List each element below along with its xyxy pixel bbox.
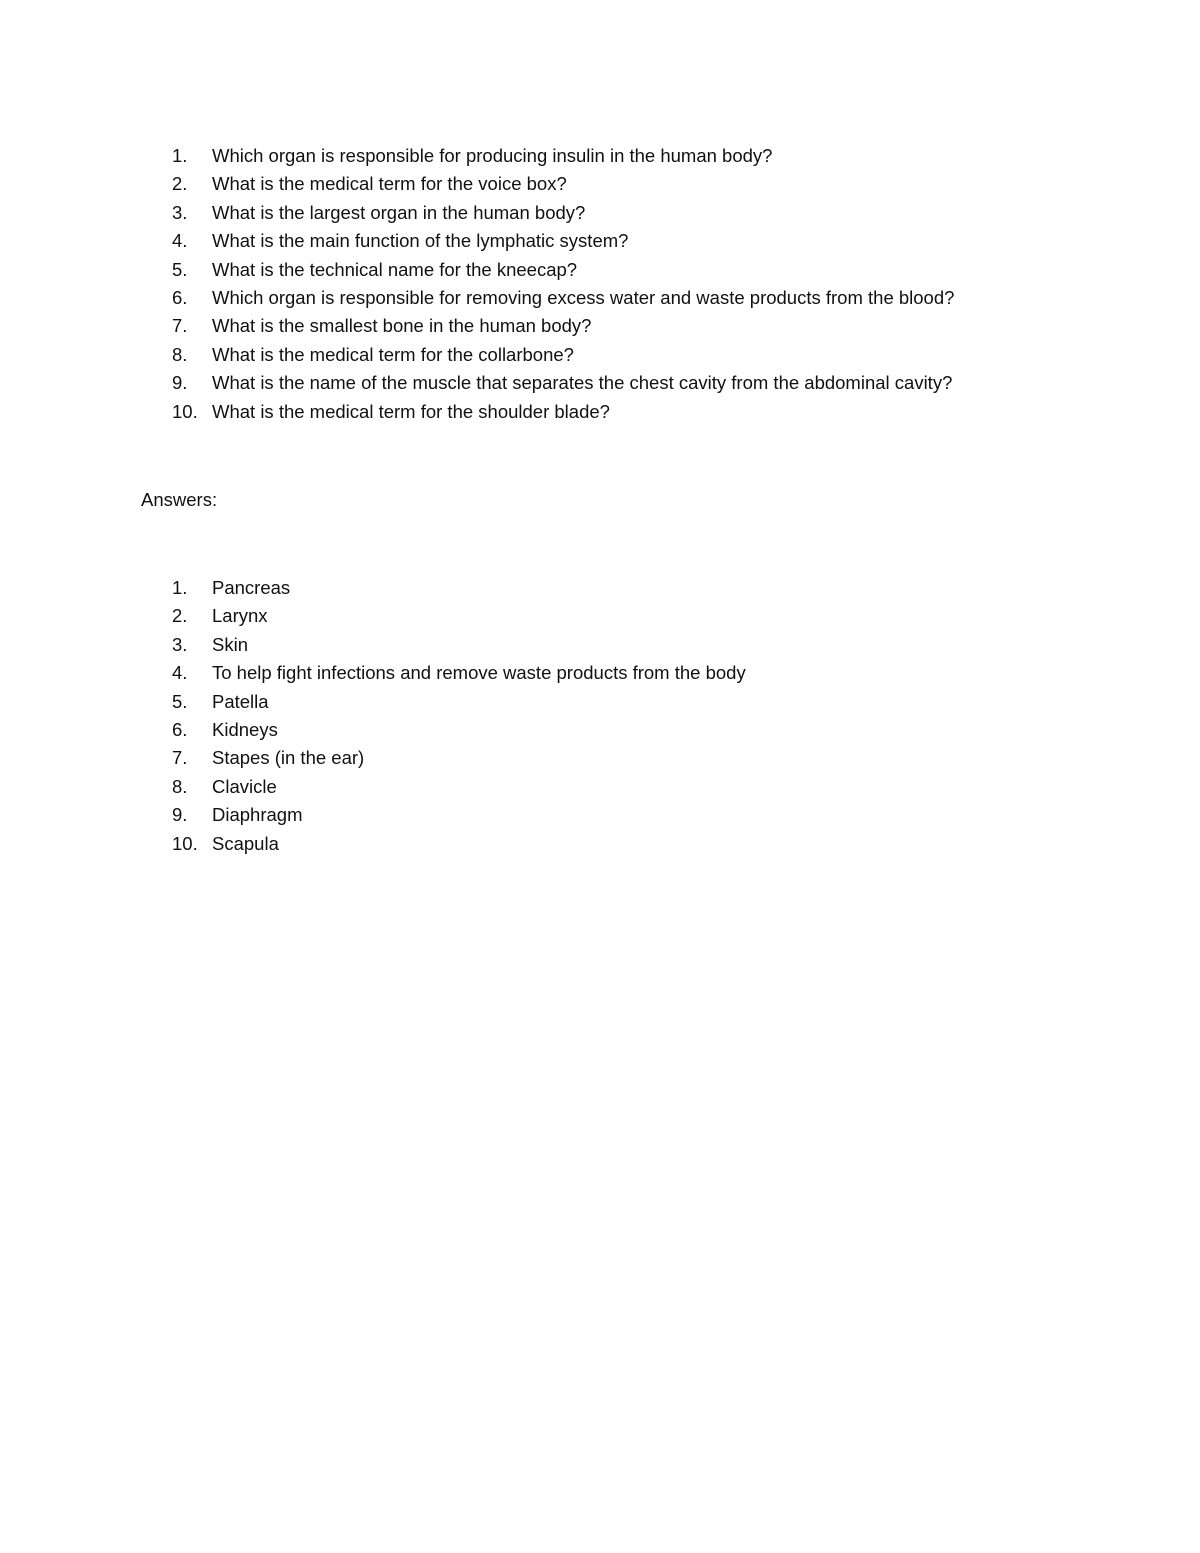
- question-item: [172, 170, 954, 198]
- question-number: 8.: [172, 343, 188, 365]
- question-item: [172, 312, 954, 340]
- answer-number: 2.: [172, 605, 188, 627]
- question-text: What is the main function of the lymphatic system?: [212, 230, 629, 252]
- question-number: 7.: [172, 315, 188, 337]
- question-number: 6.: [172, 286, 188, 308]
- question-number: 10.: [172, 400, 198, 422]
- question-text: What is the smallest bone in the human body?: [212, 315, 592, 337]
- question-item: [172, 227, 954, 255]
- question-text: What is the medical term for the shoulder blade?: [212, 400, 610, 422]
- answer-item: [172, 716, 746, 744]
- answer-text: Stapes (in the ear): [212, 747, 365, 769]
- question-item: [172, 256, 954, 284]
- answer-item: [172, 801, 746, 829]
- question-text: What is the largest organ in the human body?: [212, 201, 586, 223]
- answer-number: 5.: [172, 690, 188, 712]
- question-number: 5.: [172, 258, 188, 280]
- answer-text: Patella: [212, 690, 269, 712]
- question-item: [172, 398, 954, 426]
- answer-number: 3.: [172, 633, 188, 655]
- answer-text: Kidneys: [212, 718, 278, 740]
- answer-item: [172, 830, 746, 858]
- question-number: 3.: [172, 201, 188, 223]
- answer-text: Larynx: [212, 605, 268, 627]
- answers-heading: Answers:: [141, 489, 218, 510]
- question-item: [172, 142, 954, 170]
- question-number: 4.: [172, 230, 188, 252]
- question-item: [172, 341, 954, 369]
- question-text: Which organ is responsible for removing excess water and waste products from the blood?: [212, 286, 955, 308]
- answer-item: [172, 602, 746, 630]
- answers-list: [172, 574, 746, 858]
- answer-text: Skin: [212, 633, 248, 655]
- answer-number: 4.: [172, 662, 188, 684]
- answer-text: Scapula: [212, 832, 279, 854]
- answer-item: [172, 773, 746, 801]
- answer-number: 6.: [172, 718, 188, 740]
- answer-item: [172, 659, 746, 687]
- answer-text: Pancreas: [212, 577, 291, 598]
- question-number: 9.: [172, 372, 188, 394]
- answer-number: 1.: [172, 577, 188, 598]
- answer-number: 7.: [172, 747, 188, 769]
- question-item: [172, 284, 954, 312]
- answer-item: [172, 631, 746, 659]
- question-number: 1.: [172, 145, 188, 166]
- answer-text: Diaphragm: [212, 804, 303, 826]
- question-item: [172, 199, 954, 227]
- question-text: Which organ is responsible for producing insulin in the human body?: [212, 145, 773, 166]
- answer-number: 9.: [172, 804, 188, 826]
- answer-item: [172, 688, 746, 716]
- answer-number: 8.: [172, 775, 188, 797]
- questions-list: [172, 142, 954, 426]
- answer-text: To help fight infections and remove waste products from the body: [212, 662, 746, 684]
- question-text: What is the medical term for the collarbone?: [212, 343, 574, 365]
- question-text: What is the technical name for the kneecap?: [212, 258, 578, 280]
- answer-text: Clavicle: [212, 775, 277, 797]
- question-item: [172, 369, 954, 397]
- question-text: What is the medical term for the voice box?: [212, 173, 567, 195]
- answer-number: 10.: [172, 832, 198, 854]
- answer-item: [172, 744, 746, 772]
- answer-item: [172, 574, 746, 602]
- question-text: What is the name of the muscle that separates the chest cavity from the abdominal cavity?: [212, 372, 953, 394]
- question-number: 2.: [172, 173, 188, 195]
